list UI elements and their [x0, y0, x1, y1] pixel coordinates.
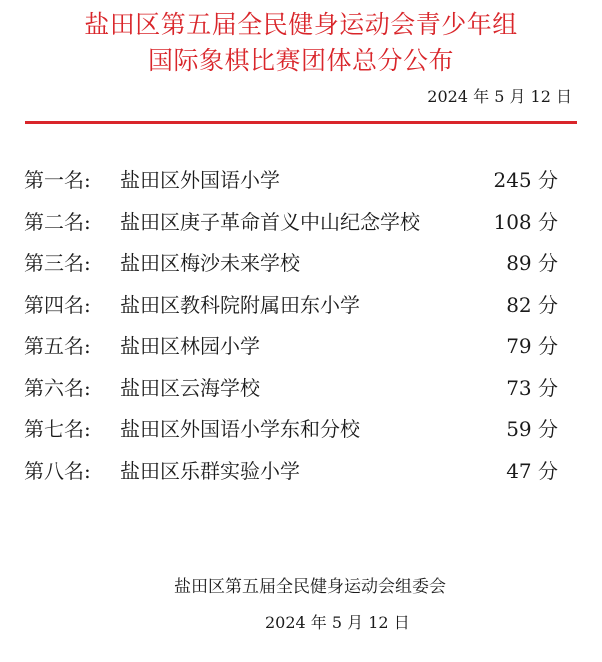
- ranking-row-7: [24, 409, 558, 451]
- rank-school: 盐田区庚子革命首义中山纪念学校: [120, 209, 420, 234]
- rank-place: 第二名:: [24, 209, 91, 234]
- footer-organizer: 盐田区第五届全民健身运动会组委会: [174, 577, 446, 597]
- rank-score: 82 分: [506, 292, 558, 317]
- rank-school: 盐田区外国语小学: [120, 168, 280, 192]
- ranking-row-2: [24, 202, 558, 244]
- rank-school: 盐田区教科院附属田东小学: [120, 292, 360, 317]
- footer-date: 2024 年 5 月 12 日: [265, 613, 410, 632]
- rank-school: 盐田区梅沙未来学校: [120, 251, 300, 275]
- rank-score: 73 分: [506, 375, 558, 400]
- rank-place: 第六名:: [24, 375, 91, 400]
- rank-school: 盐田区林园小学: [120, 334, 260, 358]
- rank-score: 79 分: [506, 334, 558, 358]
- rank-score: 245 分: [493, 168, 558, 192]
- ranking-row-4: [24, 285, 558, 327]
- rank-score: 59 分: [506, 417, 558, 441]
- ranking-row-3: [24, 243, 558, 285]
- rank-place: 第八名:: [24, 458, 91, 483]
- ranking-row-6: [24, 368, 558, 410]
- rank-place: 第七名:: [24, 417, 91, 441]
- rank-score: 47 分: [506, 458, 558, 483]
- rank-place: 第五名:: [24, 334, 91, 358]
- ranking-row-5: [24, 326, 558, 368]
- header-date: 2024 年 5 月 12 日: [427, 87, 572, 106]
- rank-school: 盐田区云海学校: [120, 375, 260, 400]
- rank-place: 第一名:: [24, 168, 91, 192]
- ranking-row-1: [24, 160, 558, 202]
- rank-score: 108 分: [493, 209, 558, 234]
- ranking-list: [24, 160, 558, 492]
- rank-place: 第四名:: [24, 292, 91, 317]
- rank-school: 盐田区乐群实验小学: [120, 458, 300, 483]
- rank-place: 第三名:: [24, 251, 91, 275]
- ranking-row-8: [24, 451, 558, 493]
- rank-score: 89 分: [506, 251, 558, 275]
- rank-school: 盐田区外国语小学东和分校: [120, 417, 360, 441]
- red-divider: [25, 121, 577, 124]
- document-title-line-1: 盐田区第五届全民健身运动会青少年组: [84, 10, 518, 39]
- document-title-line-2: 国际象棋比赛团体总分公布: [147, 46, 454, 75]
